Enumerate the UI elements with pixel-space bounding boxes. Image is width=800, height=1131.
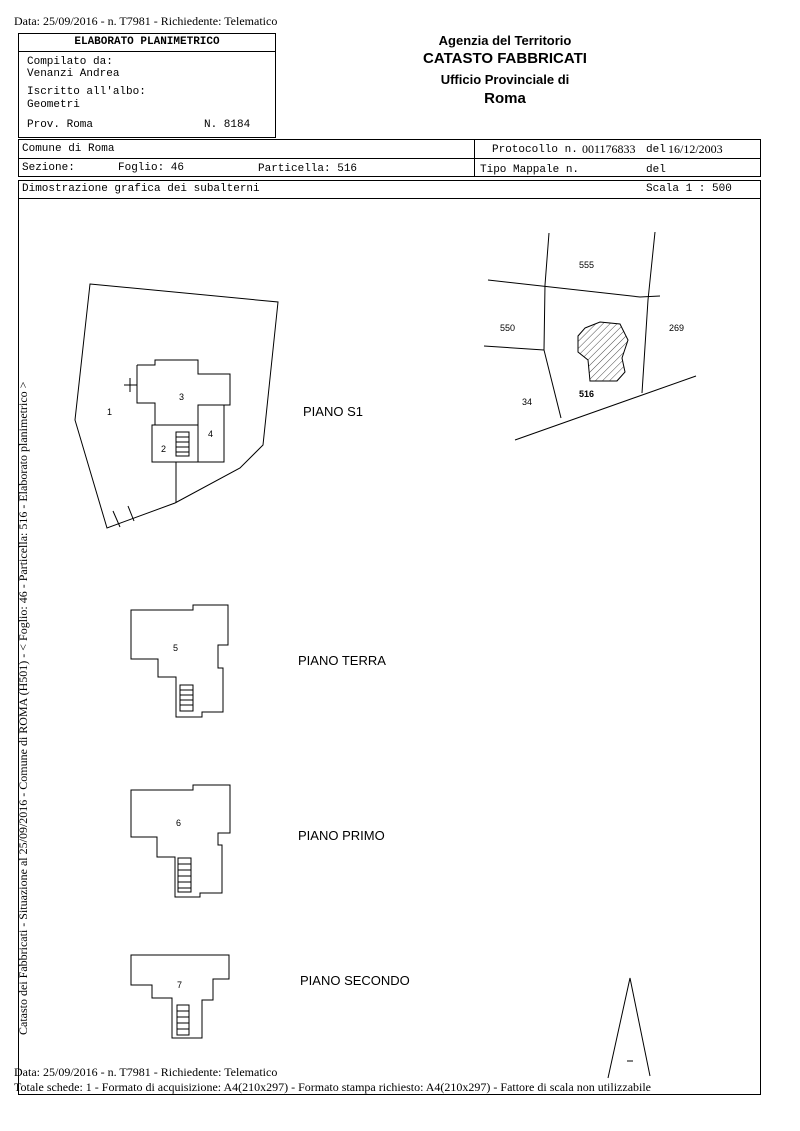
piano-primo-label: PIANO PRIMO — [298, 828, 385, 843]
side-vertical-text: Catasto dei Fabbricati - Situazione al 25/09/2016 - Comune di ROMA (H501) - < Foglio: 46 - Particella: 516 - Elaborato planimetrico > — [16, 381, 30, 1035]
top-request-line: Data: 25/09/2016 - n. T7981 - Richiedente: Telematico — [14, 14, 278, 28]
footer-line-1: Data: 25/09/2016 - n. T7981 - Richiedente: Telematico — [14, 1065, 278, 1079]
map-line-d — [484, 346, 544, 350]
map-line-c — [642, 232, 655, 393]
particella-value: Particella: 516 — [258, 163, 358, 175]
plan-primo — [131, 785, 230, 897]
parcel-550: 550 — [500, 323, 516, 333]
dimostrazione-label: Dimostrazione grafica dei subalterni — [22, 183, 260, 195]
plan-s1 — [75, 284, 278, 528]
agency-line-1: Agenzia del Territorio — [438, 33, 572, 48]
scala-value: Scala 1 : 500 — [646, 183, 732, 195]
parcel-516-building — [578, 322, 628, 381]
primo-unit-6: 6 — [176, 818, 182, 828]
s1-unit-2-outline — [137, 365, 176, 462]
plan-secondo — [131, 955, 229, 1038]
agency-line-2: CATASTO FABBRICATI — [423, 50, 587, 67]
piano-secondo-label: PIANO SECONDO — [300, 973, 410, 988]
compilato-label: Compilato da: — [27, 56, 113, 68]
agency-line-3: Ufficio Provinciale di — [440, 72, 570, 87]
prov-value: Prov. Roma — [27, 119, 94, 131]
piano-terra-label: PIANO TERRA — [298, 653, 386, 668]
secondo-stair-icon — [177, 1005, 189, 1035]
secondo-unit-7: 7 — [177, 980, 183, 990]
s1-unit-3: 3 — [179, 392, 185, 402]
del-label: del — [646, 144, 666, 156]
agency-line-4: Roma — [484, 90, 526, 107]
piano-s1-label: PIANO S1 — [303, 404, 363, 419]
compilato-value: Venanzi Andrea — [27, 68, 120, 80]
protocollo-value: 001176833 — [582, 142, 636, 156]
parcel-34: 34 — [522, 397, 533, 407]
primo-stair-icon — [178, 858, 191, 892]
elaborato-title: ELABORATO PLANIMETRICO — [74, 36, 220, 48]
map-line-a — [544, 233, 561, 418]
parcel-555: 555 — [579, 260, 595, 270]
map-line-e — [515, 376, 696, 440]
sezione-label: Sezione: — [22, 162, 75, 174]
iscritto-value: Geometri — [27, 99, 80, 111]
iscritto-label: Iscritto all'albo: — [27, 86, 146, 98]
parcel-269: 269 — [669, 323, 685, 333]
s1-unit-4: 4 — [208, 429, 214, 439]
terra-stair-icon — [180, 685, 193, 711]
map-line-b — [488, 280, 660, 297]
protocollo-label: Protocollo n. — [492, 144, 578, 156]
del-value: 16/12/2003 — [668, 142, 723, 156]
primo-outline — [131, 785, 230, 897]
s1-stair-icon — [176, 432, 189, 456]
numero-value: N. 8184 — [204, 119, 251, 131]
north-arrow-icon — [608, 978, 650, 1078]
del2-label: del — [646, 164, 666, 176]
s1-unit-1: 1 — [107, 407, 113, 417]
s1-unit-2: 2 — [161, 444, 167, 454]
secondo-outline — [131, 955, 229, 1038]
comune-value: Comune di Roma — [22, 143, 115, 155]
tipo-mappale-label: Tipo Mappale n. — [480, 164, 580, 176]
footer-line-2: Totale schede: 1 - Formato di acquisizione: A4(210x297) - Formato stampa richiesto: A4(210x297) - Fattore di scala non utilizzabile — [14, 1080, 652, 1094]
parcel-516: 516 — [579, 389, 595, 399]
plan-terra — [131, 605, 228, 717]
terra-unit-5: 5 — [173, 643, 179, 653]
foglio-value: Foglio: 46 — [118, 162, 185, 174]
